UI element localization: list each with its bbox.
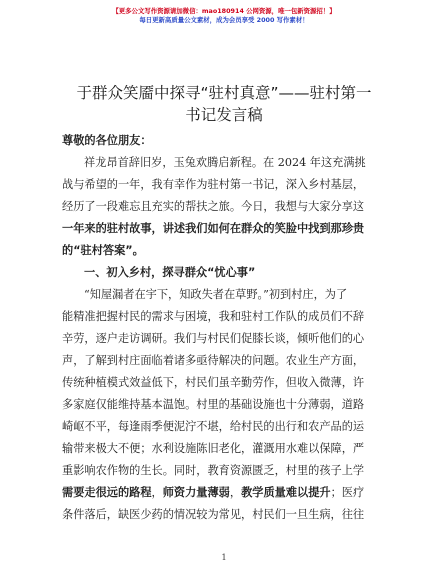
punctuation: ，	[229, 486, 242, 499]
text-line: 崎岖不平，每逢雨季便泥泞不堪，给村民的出行和农产品的运	[62, 420, 365, 433]
text-line: 战与希望的一年，我有幸作为驻村第一书记，深入乡村基层，	[62, 178, 365, 191]
text-fragment: ；医疗	[330, 486, 365, 499]
bold-phrase: 需要走很远的路程	[62, 486, 152, 499]
text-line: 声，了解到村庄面临着诸多亟待解决的问题。农业生产方面，	[62, 354, 365, 367]
text-line	[62, 218, 388, 240]
promo-line-1: 【更多公文写作资源请加微信：mao180914 公网资源，唯一包新资源招！】	[112, 7, 336, 15]
text-line: 能精准把握村民的需求与困境，我和驻村工作队的成员们不辞	[62, 310, 365, 323]
paragraph-2	[62, 284, 388, 526]
text-line: 输带来极大不便；水利设施陈旧老化，灌溉用水难以保障，严	[62, 442, 365, 455]
text-line: 辛劳，逐户走访调研。我们与村民们促膝长谈，倾听他们的心	[62, 332, 365, 345]
bold-phrase: 师资力量薄弱	[162, 486, 230, 499]
bold-phrase: ，讲述我们如何在群众的笑脸中找到那珍贵	[151, 222, 365, 235]
paragraph-1	[62, 152, 388, 262]
document-title	[60, 82, 388, 126]
text-line: “知屋漏者在宇下，知政失者在草野。”初到村庄，为了	[84, 288, 348, 301]
title-line-1: 于群众笑靥中探寻“驻村真意”——驻村第一	[76, 84, 372, 102]
text-line	[62, 482, 388, 504]
bold-phrase: 教学质量难以提升	[241, 486, 331, 499]
title-line-2: 书记发言稿	[185, 106, 263, 124]
bold-phrase: 一年来的驻村故事	[62, 222, 152, 235]
page-number: 1	[221, 553, 227, 562]
section-heading: 一、初入乡村，探寻群众“忧心事”	[84, 266, 256, 279]
promo-banner	[0, 7, 448, 25]
text-line: 的“驻村答案”。	[62, 244, 144, 257]
text-line: 经历了一段难忘且充实的帮扶之旅。今日，我想与大家分享这	[62, 200, 365, 213]
punctuation: ，	[151, 486, 163, 499]
text-line: 多家庭仅能维持基本温饱。村里的基础设施也十分薄弱，道路	[62, 398, 365, 411]
text-line: 祥龙昂首辞旧岁，玉兔欢腾启新程。在 2024 年这充满挑	[84, 156, 366, 169]
salutation: 尊敬的各位朋友：	[62, 134, 152, 147]
text-line: 传统种植模式效益低下，村民们虽辛勤劳作，但收入微薄，许	[62, 376, 365, 389]
promo-line-2: 每日更新高质量公文素材，成为会员享受 2000 写作素材！	[139, 16, 309, 24]
document-body	[62, 130, 388, 526]
text-line: 条件落后，缺医少药的情况较为常见，村民们一旦生病，往往	[62, 508, 365, 521]
text-line: 重影响农作物的生长。同时，教育资源匮乏，村里的孩子上学	[62, 464, 365, 477]
